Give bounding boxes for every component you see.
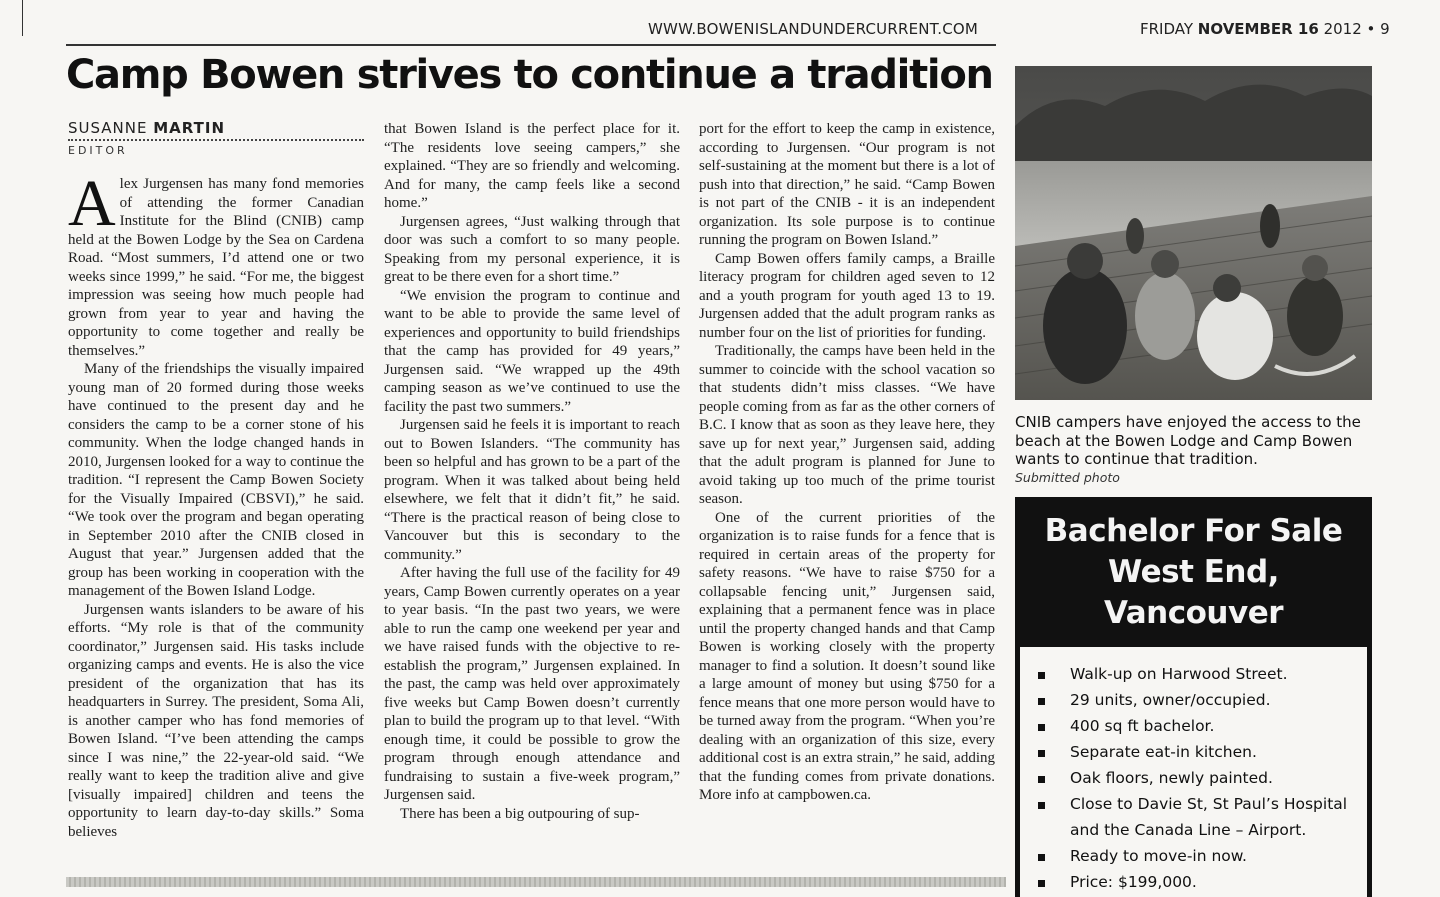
- article-headline: Camp Bowen strives to continue a tradition: [66, 52, 993, 98]
- ad-feature-item: Ready to move-in now.: [1038, 843, 1367, 869]
- ad-headline-line: Bachelor For Sale: [1044, 513, 1343, 549]
- date-tail: 2012 • 9: [1318, 20, 1390, 38]
- article-column-2: [384, 120, 680, 823]
- byline-dotted-rule: [68, 139, 364, 141]
- ad-headline-line: Vancouver: [1103, 595, 1284, 631]
- page-edge-rule: [22, 0, 23, 36]
- paragraph: Traditionally, the camps have been held in the summer to coincide with the school vacation so that students didn’t miss classes. “We have people coming from as far as the other corners of B.C. I know that as soon as they leave here, they save up for next year,” Jurgensen said, adding that the adult program is planned for June to avoid taking up too much of the prime tourist season.: [699, 343, 995, 507]
- ad-feature-item: Walk-up on Harwood Street.: [1038, 661, 1367, 687]
- author-last: MARTIN: [153, 119, 226, 137]
- paragraph: Many of the friendships the visually impaired young man of 20 formed during those weeks have continued to the present day and he considers the camp to be a corner stone of his community. When the lodge changed hands in 2010, Jurgensen looked for a way to continue the tradition. “I represent the Camp Bowen Society for the Visually Impaired (CBSVI),” he said. “We took over the program and began operating in September 2010 after the CNIB closed in August that year.” Jurgensen added that the group has been working in cooperation with the management of the Bowen Island Lodge.: [68, 361, 364, 599]
- header-url: WWW.BOWENISLANDUNDERCURRENT.COM: [648, 20, 979, 38]
- author-first: SUSANNE: [68, 119, 154, 137]
- paragraph: “We envision the program to continue and want to be able to provide the same level of experiences and opportunity to build friendships that the camp has provided for 49 years,” Jurgensen said. “We wrapped up the 49th camping season as we’ve continued to use the facility the past two summers.”: [384, 287, 680, 415]
- campers-photo: [1015, 66, 1372, 400]
- author-name: [68, 119, 364, 137]
- ad-feature-item: 400 sq ft bachelor.: [1038, 713, 1367, 739]
- paragraph: that Bowen Island is the perfect place for it. “The residents love seeing campers,” she explained. “They are so friendly and welcoming. And for many, the camp feels like a second home.”: [384, 121, 680, 211]
- paragraph: There has been a big outpouring of sup-: [400, 805, 640, 822]
- ad-feature-item: 29 units, owner/occupied.: [1038, 687, 1367, 713]
- paragraph: Jurgensen agrees, “Just walking through that door was such a comfort to so many people. Speaking from my personal experience, it is great to be there even for a short time.”: [384, 213, 680, 285]
- ad-feature-item: Price: $199,000.: [1038, 869, 1367, 895]
- drop-cap: A: [68, 167, 116, 240]
- article-column-1: [68, 167, 364, 841]
- photo-caption: CNIB campers have enjoyed the access to the beach at the Bowen Lodge and Camp Bowen wants to continue that tradition.: [1015, 413, 1361, 468]
- paragraph: After having the full use of the facility for 49 years, Camp Bowen currently operates on a year to year basis. “In the past two years, we were able to run the camp one weekend per year and we have raised funds with the objective to re-establish the program,” Jurgensen explained. In the past, the camp was held over approximately five weeks but Camp Bowen doesn’t currently plan to build the program up to that level. “With enough time, it could be possible to grow the program through enough attendance and fundraising to sustain a five-week program,” Jurgensen said.: [384, 565, 680, 803]
- paragraph-text: lex Jurgensen has many fond memories of attending the former Canadian Institute for the Blind (CNIB) camp held at the Bowen Lodge by the Sea on Cardena Road. “Most summers, I’d attend one or two weeks since 1999,” he said. “For me, the biggest impression was seeing how much people had grown from year to year and having the opportunity to come together and really be themselves.”: [68, 176, 364, 359]
- photo-credit: Submitted photo: [1015, 470, 1120, 485]
- date-main: NOVEMBER 16: [1197, 20, 1319, 38]
- photo-illustration: [1015, 66, 1372, 400]
- bottom-banner-edge: [66, 877, 1006, 887]
- header-rule: [66, 44, 996, 46]
- ad-details: [1020, 647, 1367, 897]
- paragraph: Camp Bowen offers family camps, a Braille literacy program for children aged seven to 12 and a youth program for youth aged 13 to 19. Jurgensen added that the adult program ranks as number four on the list of priorities for funding.: [699, 250, 995, 341]
- article-column-3: [699, 120, 995, 805]
- paragraph: Jurgensen said he feels it is important to reach out to Bowen Islanders. “The community has been so helpful and has grown to be a part of the program. When it was talked about being held elsewhere, we felt that it didn’t fit,” he said. “There is the practical reason of being close to Vancouver but this is secondary to the community.”: [384, 417, 680, 563]
- paragraph: [68, 167, 364, 360]
- ad-feature-item: Close to Davie St, St Paul’s Hospital and the Canada Line – Airport.: [1038, 791, 1367, 843]
- date-day: FRIDAY: [1140, 20, 1198, 38]
- paragraph: One of the current priorities of the organization is to raise funds for a fence that is required in certain areas of the property for safety reasons. “We have to raise $750 for a collapsable fencing unit,” Jurgensen said, explaining that a permanent fence was in place until the property changed hands and that Camp Bowen is working closely with the property manager to find a solution. It doesn’t sound like a large amount of money but using $750 for a fence means that one more person would have to be turned away from the program. “When you’re dealing with an organization of this size, every additional cost is an extra strain,” he said, adding that the funding comes from private donations. More info at campbowen.ca.: [699, 509, 995, 803]
- ad-headline-line: West End,: [1108, 554, 1279, 590]
- byline: [68, 119, 364, 157]
- ad-feature-list: [1020, 647, 1367, 895]
- paragraph: Jurgensen wants islanders to be aware of his efforts. “My role is that of the community coordinator,” Jurgensen said. His tasks include organizing camps and events. He is also the vice president of the organization that has its headquarters in Surrey. The president, Soma Ali, is another camper who has fond memories of Bowen Island. “I’ve been attending the camps since I was nine,” the 22-year-old said. “We really want to keep the tradition alive and give [visually impaired] children and teens the opportunity to learn day-to-day skills.” Soma believes: [68, 601, 364, 840]
- ad-feature-item: Separate eat-in kitchen.: [1038, 739, 1367, 765]
- author-title: EDITOR: [68, 144, 128, 157]
- paragraph: port for the effort to keep the camp in existence, according to Jurgensen. “Our program is not self-sustaining at the moment but there is a lot of push into that direction,” he said. “Camp Bowen is not part of the CNIB - it is an independent organization. Its sole purpose is to continue running the program on Bowen Island.”: [699, 121, 995, 248]
- real-estate-ad: [1015, 497, 1372, 897]
- header-date: [1140, 20, 1390, 38]
- ad-feature-item: Oak floors, newly painted.: [1038, 765, 1367, 791]
- ad-headline: [1015, 511, 1372, 634]
